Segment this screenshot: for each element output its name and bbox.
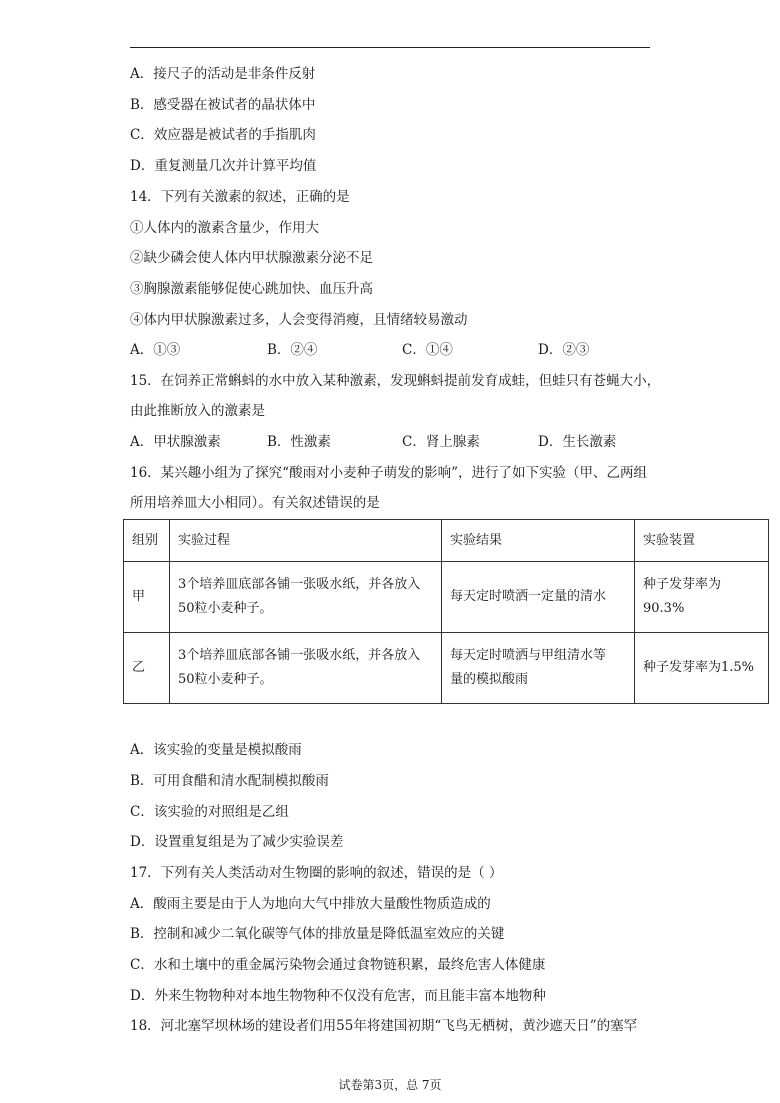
q17-option-b: B．控制和减少二氧化碳等气体的排放量是降低温室效应的关键: [130, 926, 505, 942]
table-header-row: [124, 520, 769, 562]
table-row: [124, 562, 769, 633]
q17-option-a: A．酸雨主要是由于人为地向大气中排放大量酸性物质造成的: [130, 896, 491, 912]
device-line1: 种子发芽率为1.5%: [643, 660, 755, 675]
q13-option-b: B．感受器在被试者的晶状体中: [130, 97, 316, 113]
header-result: 实验结果: [442, 520, 635, 562]
row-device: [635, 633, 769, 704]
q15-stem-line1: 15．在饲养正常蝌蚪的水中放入某种激素，发现蝌蚪提前发育成蛙，但蛙只有苍蝇大小，: [130, 373, 661, 389]
q16-option-d: D．设置重复组是为了减少实验误差: [130, 834, 344, 850]
q15-option-c: C．肾上腺素: [402, 434, 480, 450]
row-device: [635, 562, 769, 633]
q14-statement-3: ③胸腺激素能够促使心跳加快、血压升高: [130, 281, 373, 297]
q18-stem-line1: 18．河北塞罕坝林场的建设者们用55年将建国初期“飞鸟无栖树，黄沙遮天日”的塞罕: [130, 1018, 638, 1034]
q16-option-a: A．该实验的变量是模拟酸雨: [130, 742, 302, 758]
q16-stem-line2: 所用培养皿大小相同）。有关叙述错误的是: [130, 495, 380, 511]
q15-option-d: D．生长激素: [538, 434, 617, 450]
header-group: 组别: [124, 520, 170, 562]
header-process: 实验过程: [170, 520, 442, 562]
q16-option-b: B．可用食醋和清水配制模拟酸雨: [130, 773, 329, 789]
q15-option-a: A．甲状腺激素: [130, 434, 221, 450]
header-device: 实验装置: [635, 520, 769, 562]
process-line2: 50粒小麦种子。: [178, 601, 273, 616]
q16-option-c: C．该实验的对照组是乙组: [130, 804, 289, 820]
table-row: [124, 633, 769, 704]
q16-stem-line1: 16．某兴趣小组为了探究“酸雨对小麦种子萌发的影响”，进行了如下实验（甲、乙两组: [130, 465, 647, 481]
row-process: [170, 633, 442, 704]
q14-option-d: D．②③: [538, 342, 590, 358]
row-group: 甲: [124, 562, 170, 633]
header-rule: [130, 47, 650, 48]
row-result: [442, 562, 635, 633]
process-line2: 50粒小麦种子。: [178, 672, 273, 687]
q17-stem: 17．下列有关人类活动对生物圈的影响的叙述，错误的是（ ）: [130, 865, 503, 881]
process-line1: 3个培养皿底部各铺一张吸水纸，并各放入: [178, 648, 421, 663]
q15-option-b: B．性激素: [267, 434, 331, 450]
result-line1: 每天定时喷洒与甲组清水等: [450, 648, 607, 663]
experiment-table: [123, 519, 769, 704]
page-footer: 试卷第3页，总 7页: [338, 1078, 442, 1092]
q15-stem-line2: 由此推断放入的激素是: [130, 403, 265, 419]
result-line1: 每天定时喷洒一定量的清水: [450, 589, 607, 604]
row-process: [170, 562, 442, 633]
row-group: 乙: [124, 633, 170, 704]
q13-option-c: C．效应器是被试者的手指肌肉: [130, 127, 316, 143]
q13-option-a: A．接尺子的活动是非条件反射: [130, 66, 316, 82]
q13-option-d: D．重复测量几次并计算平均值: [130, 158, 317, 174]
q14-statement-2: ②缺少磷会使人体内甲状腺激素分泌不足: [130, 250, 373, 266]
q14-stem: 14．下列有关激素的叙述，正确的是: [130, 189, 350, 205]
q14-option-c: C．①④: [402, 342, 453, 358]
process-line1: 3个培养皿底部各铺一张吸水纸，并各放入: [178, 577, 421, 592]
device-line2: 90.3%: [643, 601, 685, 616]
device-line1: 种子发芽率为: [643, 577, 722, 592]
row-result: [442, 633, 635, 704]
q14-statement-4: ④体内甲状腺激素过多，人会变得消瘦，且情绪较易激动: [130, 312, 468, 328]
q14-option-b: B．②④: [267, 342, 318, 358]
q17-option-c: C．水和土壤中的重金属污染物会通过食物链积累，最终危害人体健康: [130, 957, 546, 973]
q14-statement-1: ①人体内的激素含量少，作用大: [130, 220, 319, 236]
result-line2: 量的模拟酸雨: [450, 672, 529, 687]
q17-option-d: D．外来生物物种对本地生物物种不仅没有危害，而且能丰富本地物种: [130, 988, 546, 1004]
q14-option-a: A．①③: [130, 342, 181, 358]
